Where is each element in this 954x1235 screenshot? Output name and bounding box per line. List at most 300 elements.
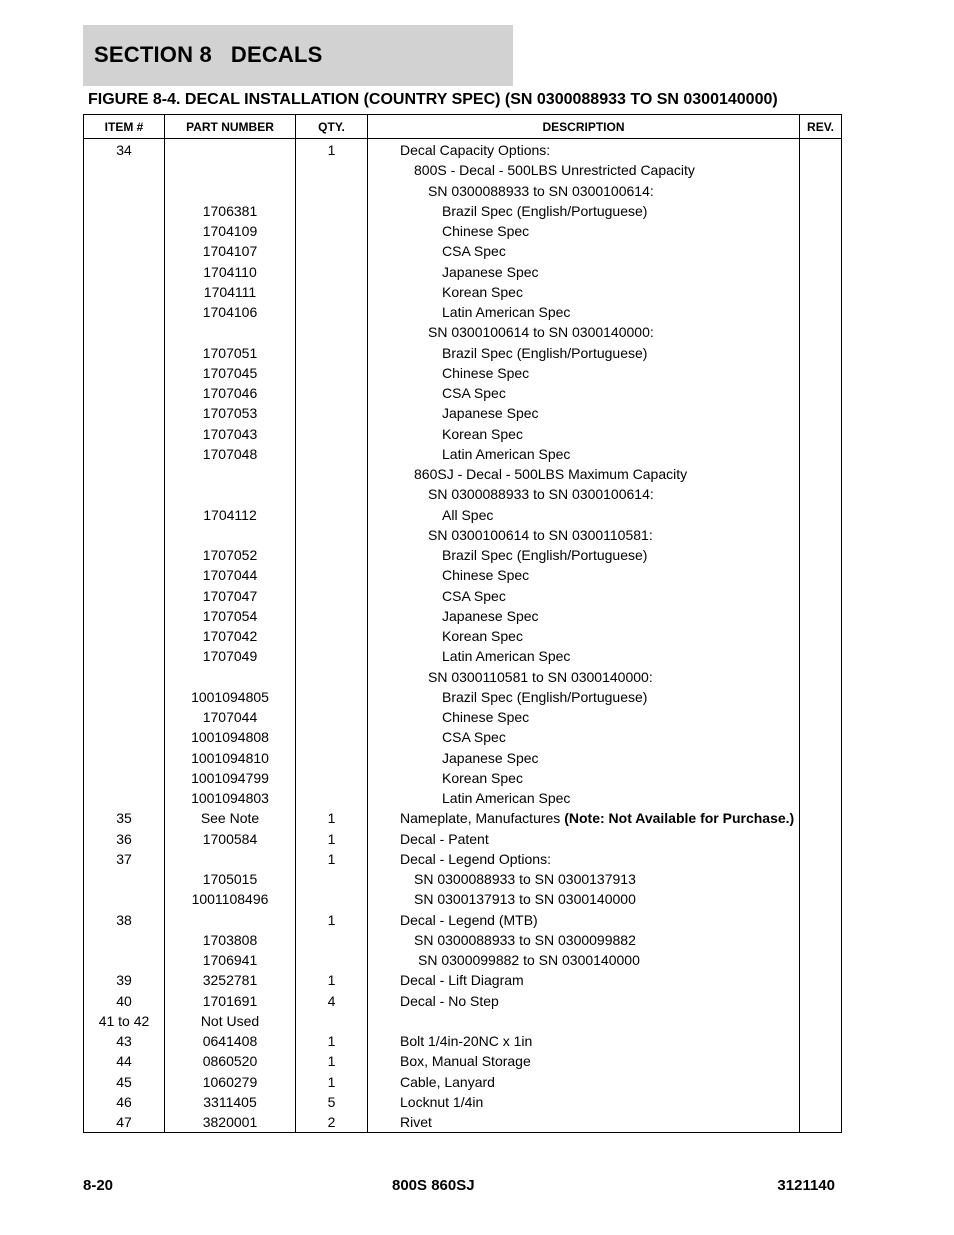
description-text: SN 0300099882 to SN 0300140000 (418, 952, 640, 968)
cell-item (84, 383, 165, 403)
table-row (84, 302, 842, 322)
cell-rev (800, 991, 842, 1011)
table-row (84, 262, 842, 282)
cell-qty (296, 869, 368, 889)
cell-part-number: 1001094803 (165, 788, 296, 808)
cell-item (84, 565, 165, 585)
cell-description (368, 626, 800, 646)
table-row (84, 1051, 842, 1071)
cell-rev (800, 363, 842, 383)
cell-qty (296, 646, 368, 666)
footer-model: 800S 860SJ (392, 1177, 475, 1194)
cell-qty (296, 930, 368, 950)
cell-rev (800, 262, 842, 282)
cell-item: 43 (84, 1031, 165, 1051)
cell-qty (296, 424, 368, 444)
table-row (84, 322, 842, 342)
cell-description (368, 646, 800, 666)
cell-description (368, 424, 800, 444)
description-text: Japanese Spec (442, 749, 539, 766)
cell-rev (800, 241, 842, 261)
cell-part-number: 1706381 (165, 201, 296, 221)
cell-rev (800, 545, 842, 565)
table-row (84, 160, 842, 180)
cell-item (84, 646, 165, 666)
cell-part-number: See Note (165, 808, 296, 828)
cell-item (84, 464, 165, 484)
cell-qty (296, 586, 368, 606)
description-text: All Spec (442, 506, 494, 523)
cell-qty (296, 363, 368, 383)
cell-item: 35 (84, 808, 165, 828)
table-header-row (84, 115, 842, 139)
cell-rev (800, 950, 842, 970)
cell-description (368, 727, 800, 747)
cell-item (84, 282, 165, 302)
cell-part-number: 3311405 (165, 1092, 296, 1112)
cell-description (368, 363, 800, 383)
cell-part-number: 1060279 (165, 1072, 296, 1092)
cell-rev (800, 869, 842, 889)
description-text: Locknut 1/4in (400, 1093, 484, 1110)
cell-rev (800, 444, 842, 464)
description-text: Japanese Spec (442, 405, 539, 422)
description-text: 860SJ - Decal - 500LBS Maximum Capacity (414, 466, 688, 482)
description-text: SN 0300088933 to SN 0300099882 (414, 931, 636, 948)
cell-item: 36 (84, 829, 165, 849)
header-qty: QTY. (296, 115, 368, 139)
cell-qty (296, 282, 368, 302)
cell-qty (296, 505, 368, 525)
cell-qty: 1 (296, 139, 368, 161)
cell-description (368, 606, 800, 626)
description-note: (Note: Not Available for Purchase.) (564, 810, 795, 827)
table-row (84, 343, 842, 363)
cell-item: 45 (84, 1072, 165, 1092)
cell-rev (800, 808, 842, 828)
cell-rev (800, 606, 842, 626)
description-text: Chinese Spec (442, 364, 530, 381)
cell-qty (296, 565, 368, 585)
cell-description (368, 302, 800, 322)
cell-item (84, 788, 165, 808)
cell-part-number: 1705015 (165, 869, 296, 889)
cell-description (368, 525, 800, 545)
cell-description (368, 505, 800, 525)
description-text: Korean Spec (442, 628, 523, 644)
cell-part-number: 1701691 (165, 991, 296, 1011)
cell-rev (800, 727, 842, 747)
cell-item (84, 930, 165, 950)
cell-qty (296, 484, 368, 504)
cell-description (368, 950, 800, 970)
cell-qty (296, 241, 368, 261)
cell-rev (800, 464, 842, 484)
description-text: Brazil Spec (English/Portuguese) (442, 688, 648, 705)
cell-part-number: 1707053 (165, 403, 296, 423)
filler-cell (800, 1132, 842, 1133)
description-text: Latin American Spec (442, 648, 571, 665)
cell-item (84, 302, 165, 322)
cell-item (84, 201, 165, 221)
cell-rev (800, 1092, 842, 1112)
cell-rev (800, 930, 842, 950)
description-text: SN 0300100614 to SN 0300140000: (428, 324, 654, 341)
cell-rev (800, 505, 842, 525)
cell-description (368, 586, 800, 606)
cell-item: 40 (84, 991, 165, 1011)
cell-part-number (165, 525, 296, 545)
cell-part-number: 1707045 (165, 363, 296, 383)
cell-item (84, 505, 165, 525)
filler-cell (296, 1132, 368, 1133)
table-row (84, 829, 842, 849)
cell-description (368, 1031, 800, 1051)
cell-rev (800, 565, 842, 585)
cell-qty: 5 (296, 1092, 368, 1112)
description-text: Brazil Spec (English/Portuguese) (442, 547, 648, 563)
cell-item (84, 262, 165, 282)
cell-qty (296, 525, 368, 545)
cell-rev (800, 586, 842, 606)
cell-item: 47 (84, 1112, 165, 1132)
cell-description (368, 383, 800, 403)
cell-description (368, 139, 800, 161)
table-row (84, 849, 842, 869)
description-text: Decal - No Step (400, 992, 499, 1009)
cell-description (368, 221, 800, 241)
cell-qty (296, 667, 368, 687)
header-rev: REV. (800, 115, 842, 139)
cell-qty (296, 727, 368, 747)
cell-description (368, 748, 800, 768)
table-row (84, 464, 842, 484)
cell-qty (296, 444, 368, 464)
cell-part-number: 1707044 (165, 565, 296, 585)
table-row (84, 505, 842, 525)
cell-item (84, 687, 165, 707)
cell-rev (800, 970, 842, 990)
cell-part-number (165, 484, 296, 504)
cell-part-number: 1707047 (165, 586, 296, 606)
cell-part-number (165, 464, 296, 484)
cell-rev (800, 383, 842, 403)
cell-qty: 1 (296, 1051, 368, 1071)
table-row (84, 444, 842, 464)
cell-part-number: 1707043 (165, 424, 296, 444)
cell-item (84, 626, 165, 646)
cell-rev (800, 768, 842, 788)
cell-description (368, 322, 800, 342)
cell-qty (296, 221, 368, 241)
description-text: Nameplate, Manufactures (400, 810, 565, 827)
cell-item (84, 343, 165, 363)
table-row (84, 991, 842, 1011)
cell-rev (800, 221, 842, 241)
cell-rev (800, 788, 842, 808)
table-row (84, 808, 842, 828)
cell-part-number: 1704109 (165, 221, 296, 241)
cell-description (368, 160, 800, 180)
cell-item (84, 484, 165, 504)
cell-qty (296, 343, 368, 363)
cell-item: 39 (84, 970, 165, 990)
description-text: Chinese Spec (442, 709, 530, 725)
cell-qty (296, 889, 368, 909)
cell-rev (800, 687, 842, 707)
cell-description (368, 1051, 800, 1071)
description-text: Decal - Lift Diagram (400, 972, 524, 989)
table-row (84, 950, 842, 970)
section-header (83, 25, 513, 86)
cell-qty (296, 464, 368, 484)
filler-cell (368, 1132, 800, 1133)
cell-part-number: 1703808 (165, 930, 296, 950)
cell-rev (800, 829, 842, 849)
cell-item (84, 889, 165, 909)
cell-part-number: 1707044 (165, 707, 296, 727)
cell-qty (296, 160, 368, 180)
table-row (84, 606, 842, 626)
cell-description (368, 1072, 800, 1092)
cell-item (84, 444, 165, 464)
cell-item: 37 (84, 849, 165, 869)
header-part-number: PART NUMBER (165, 115, 296, 139)
table-row (84, 545, 842, 565)
cell-part-number: 1704110 (165, 262, 296, 282)
table-row (84, 241, 842, 261)
description-text: SN 0300110581 to SN 0300140000: (428, 668, 653, 685)
cell-rev (800, 910, 842, 930)
cell-description (368, 565, 800, 585)
description-text: Latin American Spec (442, 304, 571, 320)
description-text: Chinese Spec (442, 223, 530, 239)
table-row (84, 1092, 842, 1112)
cell-part-number: 1704106 (165, 302, 296, 322)
cell-description (368, 667, 800, 687)
description-text: Decal Capacity Options: (400, 142, 551, 158)
cell-part-number: 1001094805 (165, 687, 296, 707)
cell-qty (296, 950, 368, 970)
section-title: SECTION 8 DECALS (94, 42, 323, 67)
filler-cell (84, 1132, 165, 1133)
cell-item (84, 403, 165, 423)
cell-description (368, 1112, 800, 1132)
cell-description (368, 991, 800, 1011)
footer-doc-number: 3121140 (777, 1177, 835, 1194)
cell-part-number: 1707054 (165, 606, 296, 626)
cell-description (368, 707, 800, 727)
description-text: Japanese Spec (442, 263, 539, 280)
filler-cell (165, 1132, 296, 1133)
cell-rev (800, 849, 842, 869)
cell-qty (296, 748, 368, 768)
cell-part-number: 0641408 (165, 1031, 296, 1051)
description-text: SN 0300088933 to SN 0300100614: (428, 486, 654, 503)
description-text: Decal - Legend (MTB) (400, 911, 538, 928)
cell-description (368, 1092, 800, 1112)
cell-description (368, 808, 800, 828)
cell-rev (800, 343, 842, 363)
cell-item (84, 160, 165, 180)
table-row (84, 646, 842, 666)
table-row (84, 484, 842, 504)
cell-rev (800, 282, 842, 302)
description-text: CSA Spec (442, 243, 506, 260)
cell-rev (800, 667, 842, 687)
cell-rev (800, 181, 842, 201)
description-text: Korean Spec (442, 769, 523, 786)
description-text: 800S - Decal - 500LBS Unrestricted Capacity (414, 162, 695, 179)
cell-item (84, 221, 165, 241)
cell-item: 44 (84, 1051, 165, 1071)
cell-item (84, 606, 165, 626)
cell-description (368, 970, 800, 990)
parts-table (83, 114, 842, 1133)
table-row (84, 1011, 842, 1031)
description-text: Rivet (400, 1114, 432, 1130)
cell-part-number: 1001094799 (165, 768, 296, 788)
table-row (84, 403, 842, 423)
description-text: Korean Spec (442, 425, 523, 442)
cell-qty (296, 302, 368, 322)
cell-qty (296, 545, 368, 565)
cell-part-number: 1704111 (165, 282, 296, 302)
cell-part-number: 1700584 (165, 829, 296, 849)
cell-item (84, 363, 165, 383)
table-row (84, 363, 842, 383)
cell-description (368, 403, 800, 423)
cell-part-number: 1704112 (165, 505, 296, 525)
cell-item (84, 181, 165, 201)
table-row (84, 707, 842, 727)
cell-rev (800, 424, 842, 444)
table-row (84, 383, 842, 403)
table-row (84, 586, 842, 606)
cell-qty (296, 262, 368, 282)
cell-part-number: 1707048 (165, 444, 296, 464)
cell-part-number: 1707051 (165, 343, 296, 363)
description-text: Brazil Spec (English/Portuguese) (442, 344, 648, 361)
cell-description (368, 910, 800, 930)
table-filler-row (84, 1132, 842, 1133)
table-row (84, 1072, 842, 1092)
header-item: ITEM # (84, 115, 165, 139)
cell-part-number: 1707042 (165, 626, 296, 646)
description-text: Chinese Spec (442, 567, 530, 584)
description-text: SN 0300100614 to SN 0300110581: (428, 526, 653, 543)
description-text: SN 0300137913 to SN 0300140000 (414, 891, 636, 908)
cell-rev (800, 1051, 842, 1071)
cell-part-number (165, 910, 296, 930)
cell-description (368, 889, 800, 909)
table-row (84, 930, 842, 950)
cell-item (84, 424, 165, 444)
cell-qty (296, 383, 368, 403)
cell-description (368, 262, 800, 282)
cell-part-number: 1704107 (165, 241, 296, 261)
cell-rev (800, 707, 842, 727)
table-row (84, 282, 842, 302)
cell-rev (800, 646, 842, 666)
description-text: Decal - Legend Options: (400, 850, 551, 867)
description-text: Latin American Spec (442, 445, 571, 462)
cell-qty (296, 768, 368, 788)
cell-part-number: 3820001 (165, 1112, 296, 1132)
cell-part-number: 1001094810 (165, 748, 296, 768)
cell-rev (800, 160, 842, 180)
cell-qty: 2 (296, 1112, 368, 1132)
cell-part-number: 1706941 (165, 950, 296, 970)
cell-item: 46 (84, 1092, 165, 1112)
cell-description (368, 930, 800, 950)
cell-rev (800, 889, 842, 909)
cell-qty (296, 606, 368, 626)
cell-qty: 1 (296, 829, 368, 849)
table-row (84, 869, 842, 889)
cell-item (84, 768, 165, 788)
cell-description (368, 343, 800, 363)
cell-part-number: 1001108496 (165, 889, 296, 909)
cell-description (368, 464, 800, 484)
cell-part-number (165, 181, 296, 201)
cell-qty: 1 (296, 910, 368, 930)
cell-description (368, 1011, 800, 1031)
description-text: SN 0300088933 to SN 0300100614: (428, 182, 654, 199)
cell-rev (800, 525, 842, 545)
cell-item (84, 322, 165, 342)
cell-part-number (165, 322, 296, 342)
cell-part-number: Not Used (165, 1011, 296, 1031)
cell-item: 34 (84, 139, 165, 161)
cell-part-number: 1707049 (165, 646, 296, 666)
cell-qty: 1 (296, 970, 368, 990)
cell-qty (296, 788, 368, 808)
description-text: CSA Spec (442, 729, 506, 746)
cell-item: 41 to 42 (84, 1011, 165, 1031)
cell-item (84, 525, 165, 545)
cell-rev (800, 139, 842, 161)
description-text: Decal - Patent (400, 830, 489, 847)
cell-item (84, 748, 165, 768)
table-row (84, 727, 842, 747)
table-row (84, 768, 842, 788)
footer-page-number: 8-20 (83, 1177, 114, 1194)
cell-rev (800, 1011, 842, 1031)
cell-description (368, 545, 800, 565)
cell-part-number: 1001094808 (165, 727, 296, 747)
cell-rev (800, 1072, 842, 1092)
header-description: DESCRIPTION (368, 115, 800, 139)
cell-description (368, 869, 800, 889)
cell-part-number (165, 139, 296, 161)
cell-description (368, 444, 800, 464)
cell-item (84, 545, 165, 565)
table-row (84, 626, 842, 646)
cell-rev (800, 1112, 842, 1132)
table-row (84, 424, 842, 444)
cell-description (368, 788, 800, 808)
cell-qty (296, 626, 368, 646)
cell-qty: 1 (296, 1072, 368, 1092)
cell-qty (296, 707, 368, 727)
cell-description (368, 181, 800, 201)
cell-qty (296, 687, 368, 707)
table-row (84, 525, 842, 545)
cell-qty: 1 (296, 1031, 368, 1051)
table-row (84, 181, 842, 201)
cell-description (368, 201, 800, 221)
